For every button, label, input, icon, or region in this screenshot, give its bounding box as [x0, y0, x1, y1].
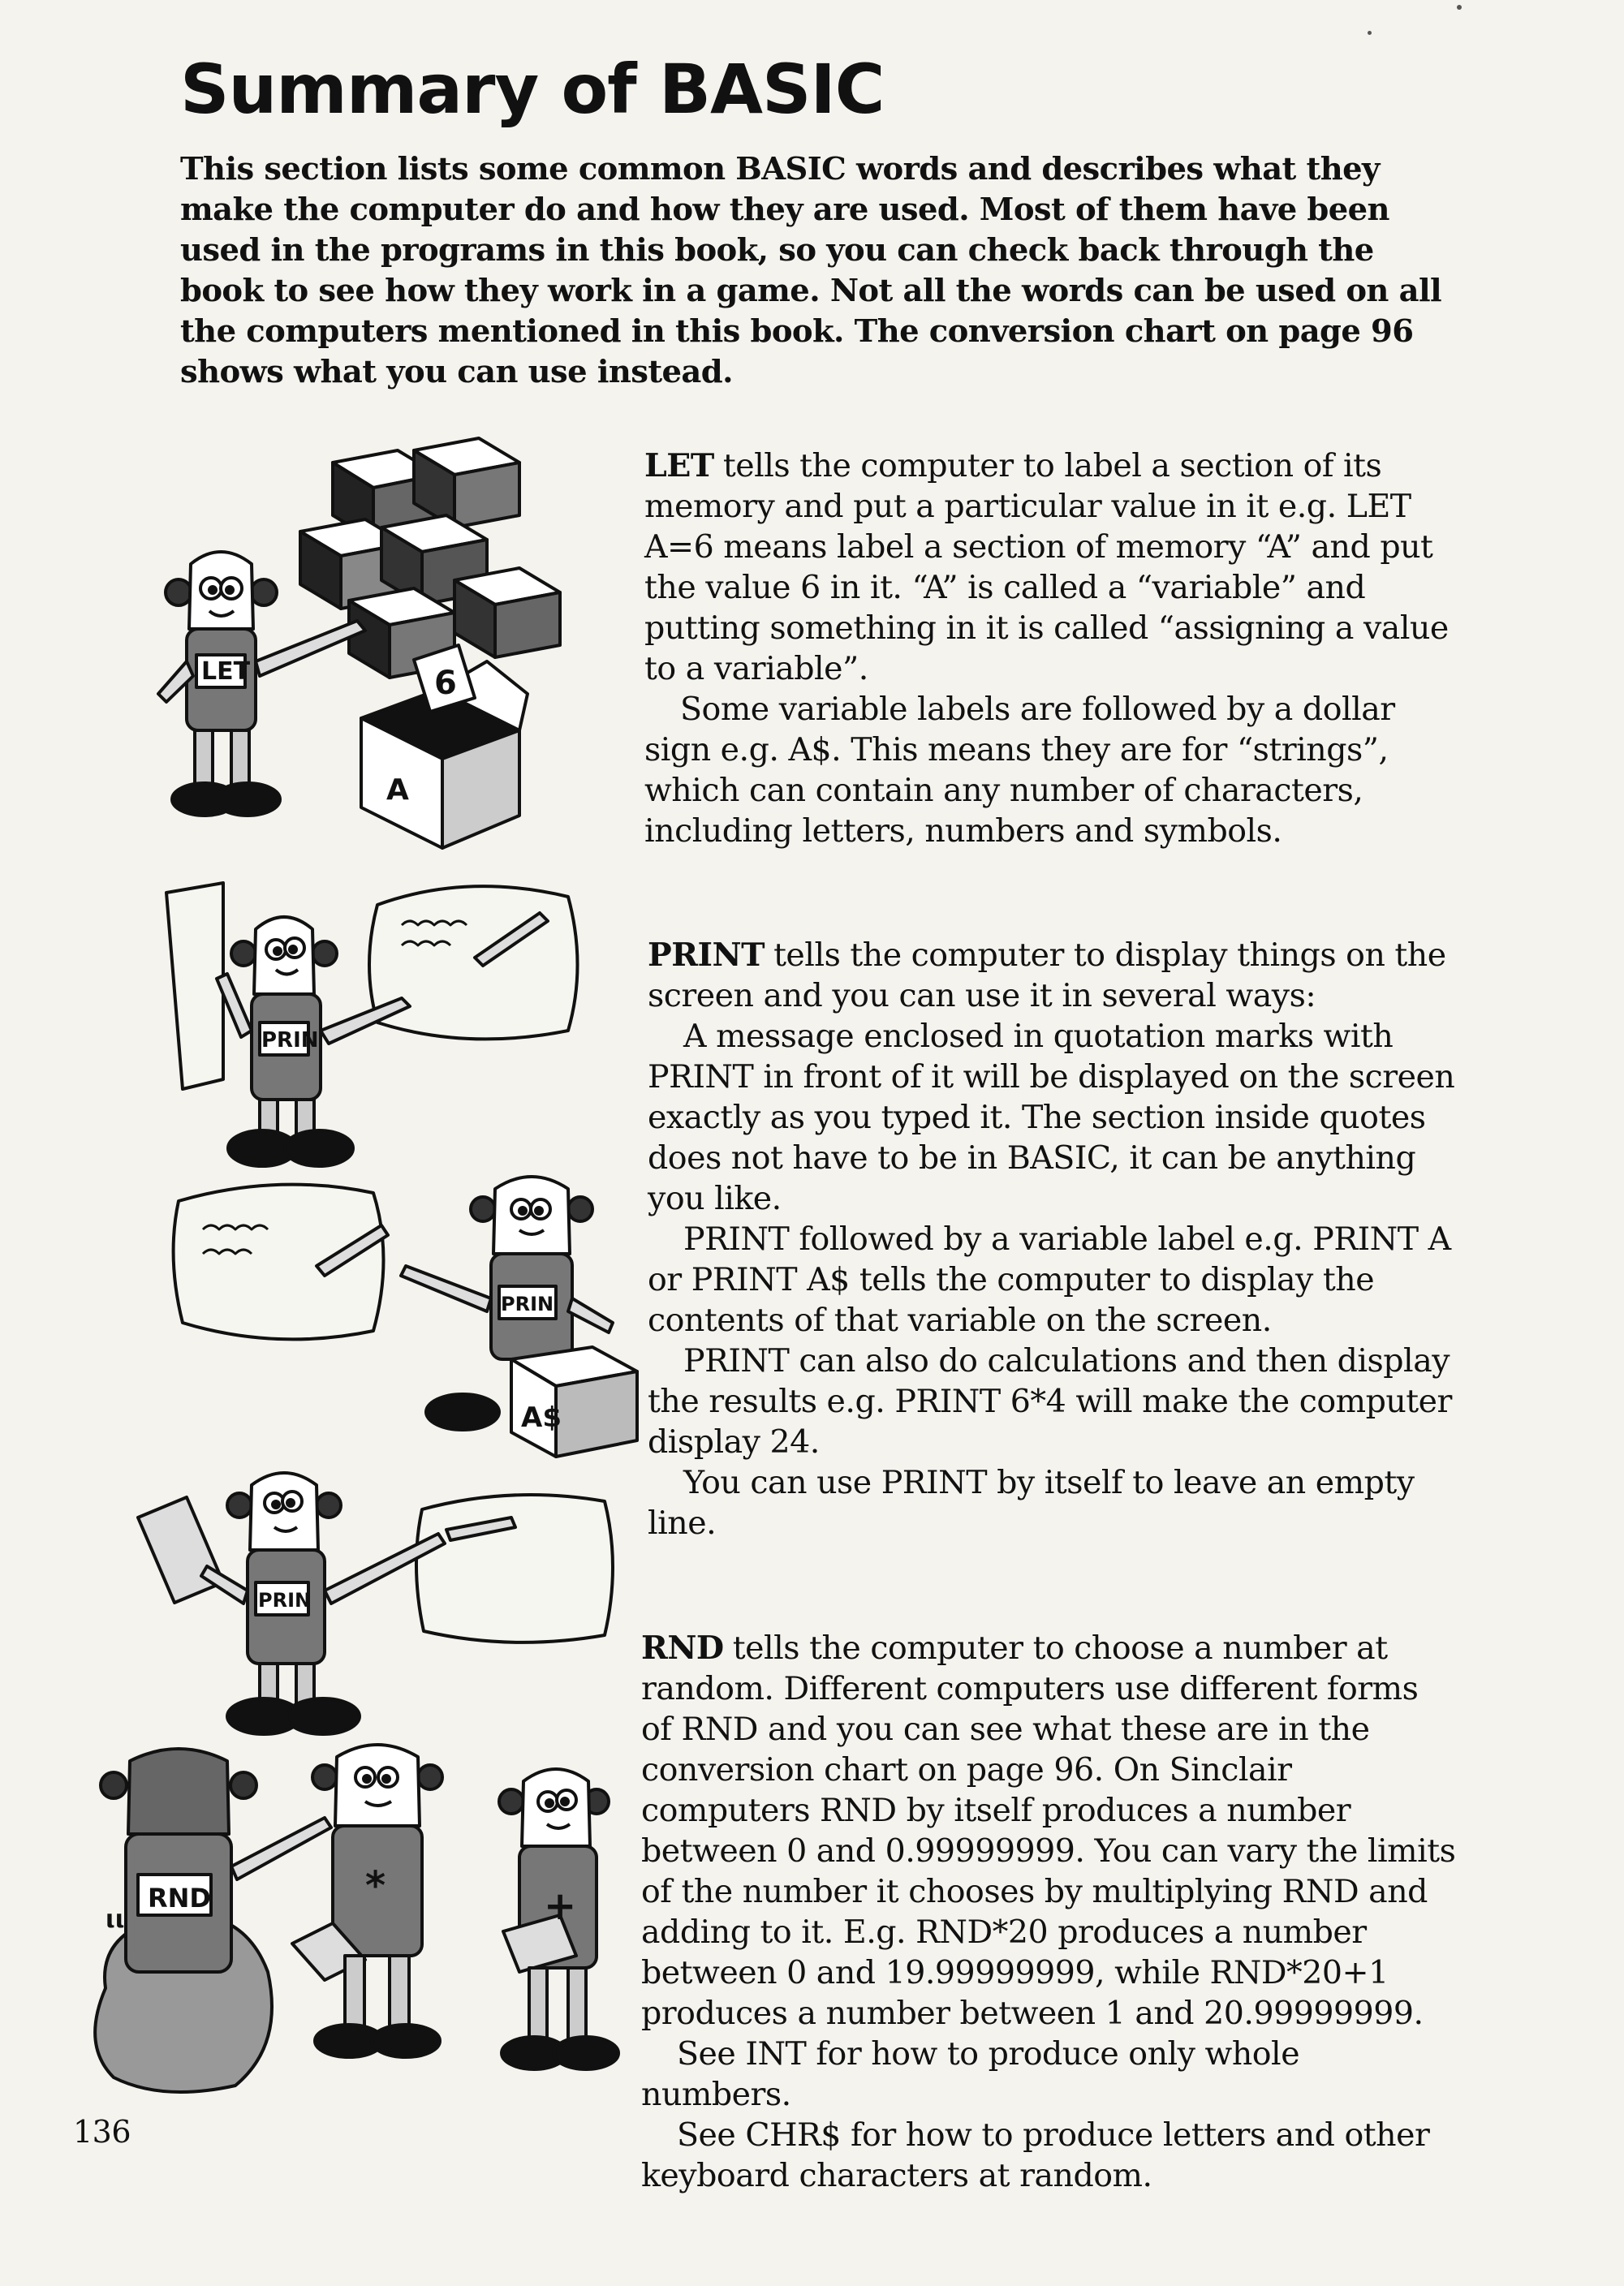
page-title: Summary of BASIC — [180, 50, 885, 129]
rnd-robots-illustration — [81, 1745, 641, 2102]
box-astring-label: A$ — [521, 1401, 562, 1434]
print-keyword: PRINT — [648, 936, 765, 974]
sack-mark: ιι — [106, 1905, 125, 1934]
let-keyword: LET — [644, 447, 714, 484]
rnd-middle-symbol: * — [365, 1863, 386, 1909]
scan-speck — [1457, 5, 1462, 10]
print-text-1: tells the computer to display things on the screen and you can use it in several ways: — [648, 936, 1446, 1014]
box-a-label: A — [386, 773, 409, 807]
calculator-icon — [138, 1497, 223, 1603]
print-paragraph-2: A message enclosed in quotation marks with PRINT in front of it will be displayed on the screen exactly as you typed it. The section inside quotes does not have to be in BASIC, it can be anything you like. — [648, 1018, 1455, 1217]
value-card-label: 6 — [434, 665, 457, 702]
rnd-right-symbol: + — [544, 1883, 577, 1929]
print-paragraph-4: PRINT can also do calculations and then display the results e.g. PRINT 6*4 will make the computer display 24. — [648, 1342, 1452, 1461]
rnd-badge: RND — [148, 1883, 211, 1914]
print-entry — [648, 935, 1464, 1543]
page-number: 136 — [73, 2114, 131, 2150]
print-robot-1-illustration — [158, 876, 597, 1177]
print-2-badge: PRIN — [501, 1293, 554, 1315]
print-1-badge: PRIN — [261, 1028, 319, 1053]
let-paragraph-2: Some variable labels are followed by a dollar sign e.g. A$. This means they are for “strings”, which can contain any number of characters, including letters, numbers and symbols. — [644, 691, 1395, 850]
print-robot-3-illustration — [130, 1453, 633, 1753]
print-paragraph-3: PRINT followed by a variable label e.g. PRINT A or PRINT A$ tells the computer to display the contents of that variable on the screen. — [648, 1220, 1451, 1339]
scan-speck — [1368, 31, 1372, 35]
rnd-entry — [641, 1628, 1458, 2196]
rnd-keyword: RND — [641, 1629, 724, 1667]
print-robot-2-illustration — [170, 1177, 649, 1485]
let-paragraph-1 — [644, 446, 1461, 689]
intro-paragraph: This section lists some common BASIC words and describes what they make the computer do and how they are used. Most of them have been used in the programs in this book, so you can check back through the book to see how they work in a game. Not all the words can be used on all the computers mentioned in this book. The conversion chart on page 96 shows what you can use instead. — [180, 151, 1442, 390]
let-badge: LET — [201, 657, 251, 686]
rnd-paragraph-2: See INT for how to produce only whole numbers. — [641, 2035, 1300, 2113]
print-paragraph-1 — [648, 935, 1464, 1016]
let-robot-illustration — [146, 418, 633, 848]
print-3-badge: PRIN — [258, 1589, 312, 1612]
rnd-paragraph-3: See CHR$ for how to produce letters and other keyboard characters at random. — [641, 2116, 1430, 2194]
rnd-paragraph-1 — [641, 1628, 1458, 2034]
rnd-text-1: tells the computer to choose a number at random. Different computers use different forms of RND and you can see what these are in the conversion chart on page 96. On Sinclair computers RND by itself produces a number between 0 and 0.99999999. You can vary the limits of the number it chooses by multiplying RND and adding to it. E.g. RND*20 produces a number between 0 and 19.99999999, while RND*20+1 produces a number between 1 and 20.99999999. — [641, 1629, 1456, 2032]
print-paragraph-5: You can use PRINT by itself to leave an empty line. — [648, 1464, 1415, 1542]
let-text-1: tells the computer to label a section of its memory and put a particular value in it e.g. LET A=6 means label a section of memory “A” and put the value 6 in it. “A” is called a “variable” and putting something in it is called “assigning a value to a variable”. — [644, 447, 1449, 687]
let-entry — [644, 446, 1461, 851]
